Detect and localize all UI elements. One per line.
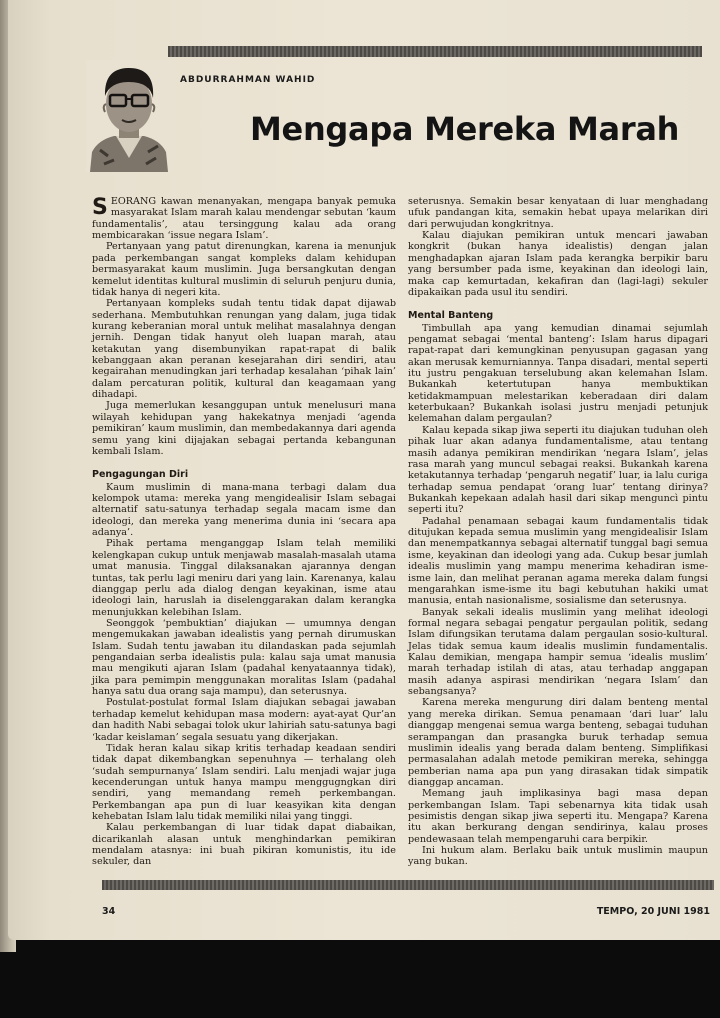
paragraph: Memang jauh implikasinya bagi masa depan perkembangan Islam. Tapi sebenarnya kita tidak usah pesimistis dengan sikap jiwa seperti itu. Mengapa? Karena itu akan berkurang dengan sendirinya, kalau proses pendewasaan telah mempengaruhi cara berpikir. <box>408 788 708 845</box>
page-number: 34 <box>102 906 116 917</box>
section-heading: Pengagungan Diri <box>92 469 189 481</box>
paragraph: Banyak sekali idealis muslimin yang melihat ideologi formal negara sebagai pengatur pergaulan politik, sedang Islam difungsikan terutama dalam pergaulan sosio-kultural. Jelas tidak semua kaum idealis muslimin fundamentalis. Kalau demikian, mengapa hampir semua ‘idealis muslim’ marah terhadap istilah di atas, atau terhadap anggapan masih adanya aspirasi mendirikan ‘negara Islam’ dan sebangsanya? <box>408 606 708 698</box>
paragraph: Tidak heran kalau sikap kritis terhadap keadaan sendiri tidak dapat dikembangkan sepenuhnya — terhalang oleh ‘sudah sempurnanya’ Islam sendiri. Lalu menjadi wajar juga kecenderungan untuk hanya mampu menggugngkan diri sendiri, yang memandang remeh perkembangan. Perkembangan apa pun di luar keasyikan kita dengan kehebatan Islam lalu tidak memiliki nilai yang tinggi. <box>92 742 396 823</box>
intro-paragraph <box>92 196 396 241</box>
drop-cap: S <box>92 195 108 220</box>
magazine-page <box>8 0 720 940</box>
paragraph: Pertanyaan kompleks sudah tentu tidak dapat dijawab sederhana. Membutuhkan renungan yang dalam, juga tidak kurang keberanian moral untuk melihat masalahnya dengan jernih. Dengan tidak hanyut oleh luapan marah, atau ketakutan yang disembunyikan rapat-rapat di balik kebanggaan akan peranan kesejarahan diri sendiri, atau kegairahan menudingkan jari terhadap kesalahan ‘pihak lain’ dalam percaturan politik, kultural dan keagamaan yang dihadapi. <box>92 298 396 401</box>
article-column-right <box>408 196 708 868</box>
paragraph: Seonggok ‘pembuktian’ diajukan — umumnya dengan mengemukakan jawaban idealistis yang pernah dirumuskan Islam. Sudah tentu jawaban itu dilandaskan pada sejumlah pengandaian serba idealistis pula: kalau saja umat manusia mau mengikuti ajaran Islam (padahal kenyataannya tidak), jika para pemimpin menggunakan moralitas Islam (padahal hanya satu dua orang saja mampu), dan seterusnya. <box>92 617 396 698</box>
paragraph: Karena mereka mengurung diri dalam benteng mental yang mereka dirikan. Semua penamaan ‘dari luar’ lalu dianggap mengenai semua warga benteng, sebagai tuduhan serampangan dan prasangka buruk terhadap semua muslimin idealis yang berada dalam benteng. Simplifikasi permasalahan adalah metode pemikiran mereka, sehingga pemberian nama apa pun yang dirasakan tidak simpatik dianggap ancaman. <box>408 697 708 788</box>
paragraph: Timbullah apa yang kemudian dinamai sejumlah pengamat sebagai ‘mental banteng’: Islam harus dipagari rapat-rapat dari kemungkinan penyusupan gagasan yang akan merusak kemurniannya. Tanpa disadari, mental seperti itu justru pengakuan terselubung akan kelemahan Islam. Bukankah ketertutupan hanya membuktikan ketidakmampuan melestarikan keberadaan diri dalam keterbukaan? Bukankah isolasi justru menjadi petunjuk kelemahan dalam pergaulan? <box>408 322 708 425</box>
paragraph: Ini hukum alam. Berlaku baik untuk muslimin maupun yang bukan. <box>408 845 708 868</box>
publication-date: TEMPO, 20 JUNI 1981 <box>596 906 710 917</box>
paragraph: Juga memerlukan kesanggupan untuk menelusuri mana wilayah kehidupan yang hakekatnya menjadi ‘agenda pemikiran’ kaum muslimin, dan membedakannya dari agenda semu yang kini dijajakan sebagai pertanda kebangunan kembali Islam. <box>92 400 396 457</box>
top-rule <box>168 46 702 57</box>
article-column-left <box>92 196 396 868</box>
paragraph: Kalau diajukan pemikiran untuk mencari jawaban kongkrit (bukan hanya idealistis) dengan jalan menghadapkan ajaran Islam pada kerangka berpikir baru yang bersumber pada isme, keyakinan dan ideologi lain, maka cap kemurtadan, kekafiran dan (lagi-lagi) sekuler dipakaikan pada usul itu sendiri. <box>408 230 708 298</box>
paragraph: Kalau kepada sikap jiwa seperti itu diajukan tuduhan oleh pihak luar akan adanya fundamentalisme, atau tentang masih adanya pemikiran mendirikan ‘negara Islam’, jelas rasa marah yang muncul sebagai reaksi. Bukankah karena ketakutannya terhadap ‘pengaruh negatif’ luar, ia lalu curiga terhadap semua pendapat ‘orang luar’ tentang dirinya? Bukankah kepekaan adalah hasil dari sikap menguncì pintu seperti itu? <box>408 424 708 516</box>
section-heading: Mental Banteng <box>408 310 494 322</box>
paragraph: Postulat-postulat formal Islam diajukan sebagai jawaban terhadap kemelut kehidupan masa modern: ayat-ayat Qur’an dan hadith Nabi sebagai tolok ukur lahiriah satu-satunya bagi ‘kadar keislaman’ segala sesuatu yang dikerjakan. <box>92 697 396 743</box>
paragraph: Pihak pertama menganggap Islam telah memiliki kelengkapan cukup untuk menjawab masalah-masalah utama umat manusia. Tinggal dilaksanakan ajarannya dengan tuntas, tak perlu lagi meniru dari yang lain. Karenanya, kalau dianggap perlu ada dialog dengan keyakinan, isme atau ideologi lain, haruslah ia diselenggarakan dalam kerangka menunjukkan kelebihan Islam. <box>92 538 396 618</box>
paragraph: Kaum muslimin di mana-mana terbagi dalam dua kelompok utama: mereka yang mengidealisir Islam sebagai alternatif satu-satunya terhadap segala macam isme dan ideologi, dan mereka yang menerima dunia ini ‘secara apa adanya’. <box>92 481 396 539</box>
author-byline: ABDURRAHMAN WAHID <box>180 75 316 85</box>
paragraph: Kalau perkembangan di luar tidak dapat diabaikan, dicarikanlah alasan untuk menghindarkan pemikiran mendalam atasnya: ini buah pikiran komunistis, itu ide sekuler, dan <box>92 822 396 868</box>
intro-text: EORANG kawan menanyakan, mengapa banyak pemuka masyarakat Islam marah kalau mendengar sebutan ‘kaum fundamentalis’, atau tersinggung kalau ada orang membicarakan ‘issue negara Islam’. <box>92 196 396 242</box>
bottom-rule <box>102 880 714 890</box>
paragraph: Pertanyaan yang patut direnungkan, karena ia menunjuk pada perkembangan sangat kompleks dalam kehidupan bermasyarakat kaum muslimin. Juga bersangkutan dengan kemelut identitas kultural muslimin di seluruh penjuru dunia, tidak hanya di negeri kita. <box>92 241 396 298</box>
paragraph: seterusnya. Semakin besar kenyataan di luar menghadang ufuk pandangan kita, semakin hebat upaya melarikan diri dari perwujudan kongkritnya. <box>408 196 708 230</box>
article-headline: Mengapa Mereka Marah <box>250 110 680 148</box>
paragraph: Padahal penamaan sebagai kaum fundamentalis tidak ditujukan kepada semua muslimin yang mengidealisir Islam dan menempatkannya sebagai alternatif tunggal bagi semua isme, keyakinan dan ideologi yang ada. Cukup besar jumlah idealis muslimin yang mampu menerima kehadiran isme-isme lain, dan melihat peranan agama mereka dalam fungsi mengarahkan isme-isme itu bagi kebutuhan hakiki umat manusia, entah nasionalisme, sosialisme dan seterusnya. <box>408 515 708 607</box>
author-portrait <box>86 60 172 172</box>
